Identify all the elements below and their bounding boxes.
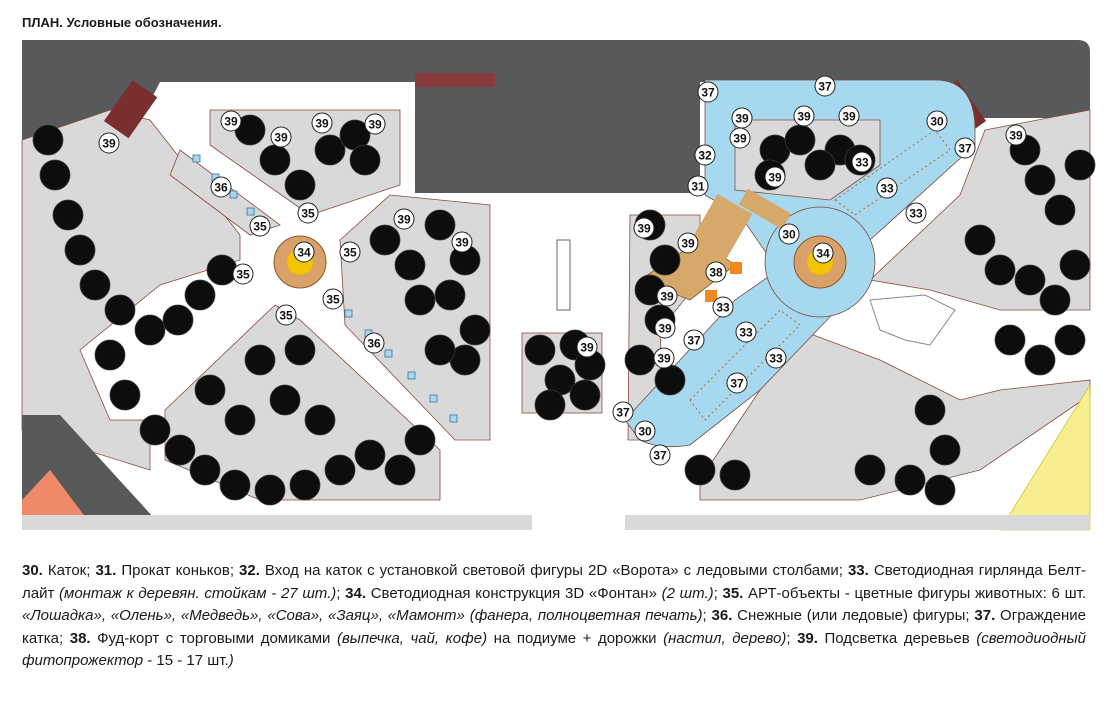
marker-label: 39 (842, 109, 856, 124)
marker-label: 33 (716, 300, 730, 315)
marker-label: 38 (709, 265, 723, 280)
marker-39 (732, 108, 752, 128)
marker-39 (794, 106, 814, 126)
marker-label: 35 (279, 308, 293, 323)
tree (1055, 325, 1085, 355)
tree (650, 245, 680, 275)
marker-35 (250, 216, 270, 236)
marker-34 (294, 242, 314, 262)
marker-38 (706, 262, 726, 282)
marker-label: 37 (616, 405, 630, 420)
legend-separator: ; (786, 629, 798, 647)
tree (65, 235, 95, 265)
marker-label: 39 (1009, 128, 1023, 143)
tree (915, 395, 945, 425)
legend-item-text: Каток; (42, 562, 96, 579)
marker-30 (779, 224, 799, 244)
tree (285, 335, 315, 365)
marker-39 (452, 232, 472, 252)
marker-label: 33 (855, 155, 869, 170)
marker-39 (678, 233, 698, 253)
marker-39 (634, 218, 654, 238)
tree (163, 305, 193, 335)
tree (395, 250, 425, 280)
tree (535, 390, 565, 420)
legend-separator: ; (702, 607, 712, 624)
marker-31 (688, 176, 708, 196)
tree (270, 385, 300, 415)
legend-item-text: Вход на каток с установкой световой фигуры 2D «Ворота» с ледовыми столбами; (259, 562, 848, 579)
marker-label: 35 (236, 267, 250, 282)
tree (1065, 150, 1095, 180)
marker-label: 39 (224, 114, 238, 129)
marker-label: 35 (326, 292, 340, 307)
street-bottom-left (22, 515, 532, 530)
marker-33 (766, 348, 786, 368)
marker-37 (727, 373, 747, 393)
legend-item-text: Подсветка деревьев (817, 629, 977, 647)
tree (207, 255, 237, 285)
tree (140, 415, 170, 445)
tree (405, 425, 435, 455)
marker-35 (233, 264, 253, 284)
marker-39 (365, 114, 385, 134)
marker-label: 30 (782, 227, 796, 242)
legend-note: (настил, дерево) (663, 629, 787, 647)
legend-separator: ; (336, 584, 346, 602)
tree (260, 145, 290, 175)
legend-number: 35. (722, 584, 744, 602)
legend-separator: на подиуме + дорожки (487, 629, 664, 647)
marker-label: 39 (657, 351, 671, 366)
legend-number: 33. (847, 562, 869, 579)
legend-item-text: Снежные (или ледовые) фигуры; (732, 607, 975, 624)
marker-label: 33 (769, 351, 783, 366)
legend-separator: ; (713, 584, 723, 602)
legend-item-text: Фуд-корт с торговыми домиками (90, 629, 337, 647)
tree (195, 375, 225, 405)
tree (930, 435, 960, 465)
tree (385, 455, 415, 485)
legend-note: (фанера, полноцветная печать) (469, 607, 703, 624)
tree (105, 295, 135, 325)
legend-number: 38. (69, 629, 91, 647)
tree (110, 380, 140, 410)
marker-label: 39 (102, 136, 116, 151)
marker-39 (765, 167, 785, 187)
tree (460, 315, 490, 345)
marker-label: 39 (455, 235, 469, 250)
marker-39 (99, 133, 119, 153)
tree (255, 475, 285, 505)
marker-37 (698, 82, 718, 102)
marker-label: 34 (816, 246, 830, 261)
tree (325, 455, 355, 485)
legend-item-text: Светодиодная конструкция 3D «Фонтан» (366, 584, 662, 602)
tree (805, 150, 835, 180)
tree (95, 340, 125, 370)
marker-39 (839, 106, 859, 126)
marker-35 (276, 305, 296, 325)
street-bottom-right (625, 515, 1090, 530)
marker-label: 39 (315, 116, 329, 131)
marker-label: 35 (343, 245, 357, 260)
marker-label: 36 (214, 180, 228, 195)
tree (925, 475, 955, 505)
marker-35 (323, 289, 343, 309)
legend-number: 32. (239, 562, 260, 579)
legend-note: (2 шт.) (661, 584, 714, 602)
tree (165, 435, 195, 465)
marker-label: 39 (368, 117, 382, 132)
marker-label: 37 (818, 79, 832, 94)
tree (785, 125, 815, 155)
tree (965, 225, 995, 255)
marker-37 (815, 76, 835, 96)
marker-label: 31 (691, 179, 705, 194)
marker-label: 39 (658, 321, 672, 336)
marker-35 (298, 203, 318, 223)
marker-label: 37 (958, 141, 972, 156)
marker-39 (312, 113, 332, 133)
marker-39 (657, 286, 677, 306)
marker-label: 37 (730, 376, 744, 391)
tree (625, 345, 655, 375)
tree (225, 405, 255, 435)
legend-note: (выпечка, чай, кофе) (336, 629, 488, 647)
tree (1060, 250, 1090, 280)
tree (425, 210, 455, 240)
tree (425, 335, 455, 365)
marker-39 (730, 128, 750, 148)
marker-label: 39 (797, 109, 811, 124)
marker-39 (654, 348, 674, 368)
marker-label: 32 (698, 148, 712, 163)
legend-number: 31. (95, 562, 117, 579)
marker-39 (1006, 125, 1026, 145)
marker-35 (340, 242, 360, 262)
tree (190, 455, 220, 485)
tree (685, 455, 715, 485)
stairs-top (415, 73, 495, 87)
marker-30 (635, 421, 655, 441)
marker-37 (955, 138, 975, 158)
marker-39 (394, 209, 414, 229)
tree (570, 380, 600, 410)
marker-label: 39 (580, 340, 594, 355)
tree (185, 280, 215, 310)
legend-number: 30. (22, 562, 43, 579)
marker-label: 39 (733, 131, 747, 146)
tree (855, 455, 885, 485)
marker-label: 37 (687, 333, 701, 348)
tree (370, 225, 400, 255)
tree (405, 285, 435, 315)
kiosk-2 (730, 262, 742, 274)
marker-36 (364, 333, 384, 353)
marker-label: 37 (701, 85, 715, 100)
tree (350, 145, 380, 175)
marker-label: 39 (397, 212, 411, 227)
marker-label: 39 (274, 130, 288, 145)
tree (895, 465, 925, 495)
tree (1040, 285, 1070, 315)
tree (1045, 195, 1075, 225)
marker-label: 39 (768, 170, 782, 185)
marker-37 (613, 402, 633, 422)
marker-30 (927, 111, 947, 131)
marker-33 (852, 152, 872, 172)
marker-label: 33 (880, 181, 894, 196)
marker-33 (877, 178, 897, 198)
tree (305, 405, 335, 435)
tree (655, 365, 685, 395)
marker-33 (736, 322, 756, 342)
tree (1025, 345, 1055, 375)
tree (33, 125, 63, 155)
legend-number: 39. (797, 629, 818, 647)
marker-33 (713, 297, 733, 317)
legend-note: (светодиодный фитопрожектор (22, 629, 1086, 669)
tree (1015, 265, 1045, 295)
marker-label: 35 (253, 219, 267, 234)
marker-label: 39 (735, 111, 749, 126)
marker-label: 30 (638, 424, 652, 439)
tree (40, 160, 70, 190)
central-bench (557, 240, 570, 310)
tree (53, 200, 83, 230)
marker-34 (813, 243, 833, 263)
marker-37 (650, 445, 670, 465)
marker-label: 39 (681, 236, 695, 251)
tree (995, 325, 1025, 355)
tree (245, 345, 275, 375)
legend-item-text: АРТ-объекты - цветные фигуры животных: 6 шт. (743, 584, 1086, 602)
marker-label: 33 (909, 206, 923, 221)
legend-item-text: Ограждение катка; (22, 607, 1087, 647)
tree (290, 470, 320, 500)
marker-label: 30 (930, 114, 944, 129)
tree (720, 460, 750, 490)
legend-item-text: Светодиодная гирлянда Белт-лайт (22, 562, 1086, 602)
legend-note: ) (228, 652, 234, 669)
legend-number: 36. (711, 607, 733, 624)
marker-label: 33 (739, 325, 753, 340)
marker-label: 39 (660, 289, 674, 304)
marker-39 (655, 318, 675, 338)
legend-note: «Лошадка», «Олень», «Медведь», «Сова», «Заяц», «Мамонт» (22, 607, 465, 624)
tree (985, 255, 1015, 285)
marker-39 (271, 127, 291, 147)
marker-label: 37 (653, 448, 667, 463)
legend-number: 37. (974, 607, 996, 624)
tree (135, 315, 165, 345)
tree (435, 280, 465, 310)
legend-note: (монтаж к деревян. стойкам - 27 шт.) (59, 584, 337, 602)
marker-label: 35 (301, 206, 315, 221)
legend-number: 34. (345, 584, 367, 602)
marker-39 (577, 337, 597, 357)
tree (525, 335, 555, 365)
tree (80, 270, 110, 300)
marker-39 (221, 111, 241, 131)
marker-label: 39 (637, 221, 651, 236)
marker-label: 34 (297, 245, 311, 260)
tree (1025, 165, 1055, 195)
legend-item-text: Прокат коньков; (116, 562, 240, 579)
marker-label: 36 (367, 336, 381, 351)
tree (220, 470, 250, 500)
tree (285, 170, 315, 200)
marker-37 (684, 330, 704, 350)
legend-text (22, 560, 1086, 673)
marker-32 (695, 145, 715, 165)
tree (355, 440, 385, 470)
marker-33 (906, 203, 926, 223)
legend-separator: - 15 - 17 шт. (143, 652, 229, 669)
plan-title: ПЛАН. Условные обозначения. (22, 15, 222, 30)
marker-36 (211, 177, 231, 197)
